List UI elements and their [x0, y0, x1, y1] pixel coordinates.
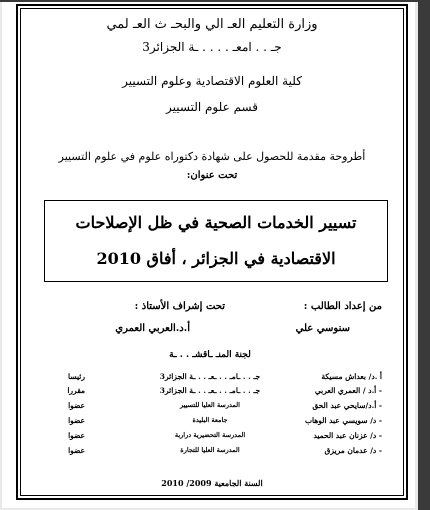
member-role: عضوا: [68, 401, 85, 410]
member-name: - د/ عدمان مريزق: [324, 446, 382, 455]
university-name: جـ . . امعـ . . . . ـة الجزائر3: [142, 40, 282, 54]
student-label: من إعداد الطالب :: [303, 301, 382, 312]
member-name: - د/ عزنان عبد الحميد: [313, 431, 382, 440]
member-role: عضوا: [68, 446, 85, 455]
academic-year: السنة الجامعية 2009/ 2010: [161, 478, 263, 488]
member-institution: المدرسة التحضيرية دراربة: [174, 431, 246, 439]
student-name: سنوسي علي: [295, 323, 350, 334]
member-name: - أ.د/سايحي عبد الحق: [312, 401, 382, 410]
member-institution: المدرسة العليا للتسيير: [180, 401, 240, 409]
college-name: كلية العلوم الاقتصادية وعلوم التسيير: [122, 74, 302, 88]
viewer-scrollbar-area[interactable]: [418, 0, 430, 510]
member-institution: جامعة البليدة: [192, 416, 228, 424]
supervisor-label: تحت إشراف الأستاذ :: [134, 301, 225, 312]
thesis-title-line2: الاقتصادية في الجزائر ، أفاق 2010: [96, 249, 336, 268]
department-name: قسم علوم التسيير: [166, 100, 258, 114]
ministry-name: وزارة التعليم العـ الي والبحـ ث العـ لمي: [106, 17, 318, 32]
thesis-title-line1: تسيير الخدمات الصحية في ظل الإصلاحات: [75, 213, 357, 232]
member-role: رئيسا: [68, 372, 85, 381]
member-name: - أ.د / العمري العربي: [314, 386, 382, 395]
member-role: مقررا: [67, 386, 85, 395]
member-name: - د/ سويسي عبد الوهاب: [304, 416, 382, 425]
member-institution: جـ . . ـامـ . . ـعـ . . ـة الجزائر3: [159, 386, 261, 395]
member-role: عضوا: [68, 416, 85, 425]
member-role: عضوا: [68, 431, 85, 440]
thesis-title-box: [44, 200, 388, 282]
member-institution: المدرسة العليا للتجارة: [180, 446, 240, 454]
committee-heading: لجنة المنـ ـاقشـ . . ـة: [169, 350, 251, 360]
thesis-intro: أطروحة مقدمة للحصول على شهادة دكتوراه علوم في علوم التسيير: [58, 150, 366, 163]
member-institution: جـ . . ـامـ . . ـعـ . . ـة الجزائر3: [159, 372, 261, 381]
member-name: أ .د/ بعداش مسيكة: [321, 372, 382, 381]
supervisor-name: أ.د.العربي العمري: [115, 323, 190, 334]
under-title-label: تحت عنوان:: [186, 170, 238, 181]
